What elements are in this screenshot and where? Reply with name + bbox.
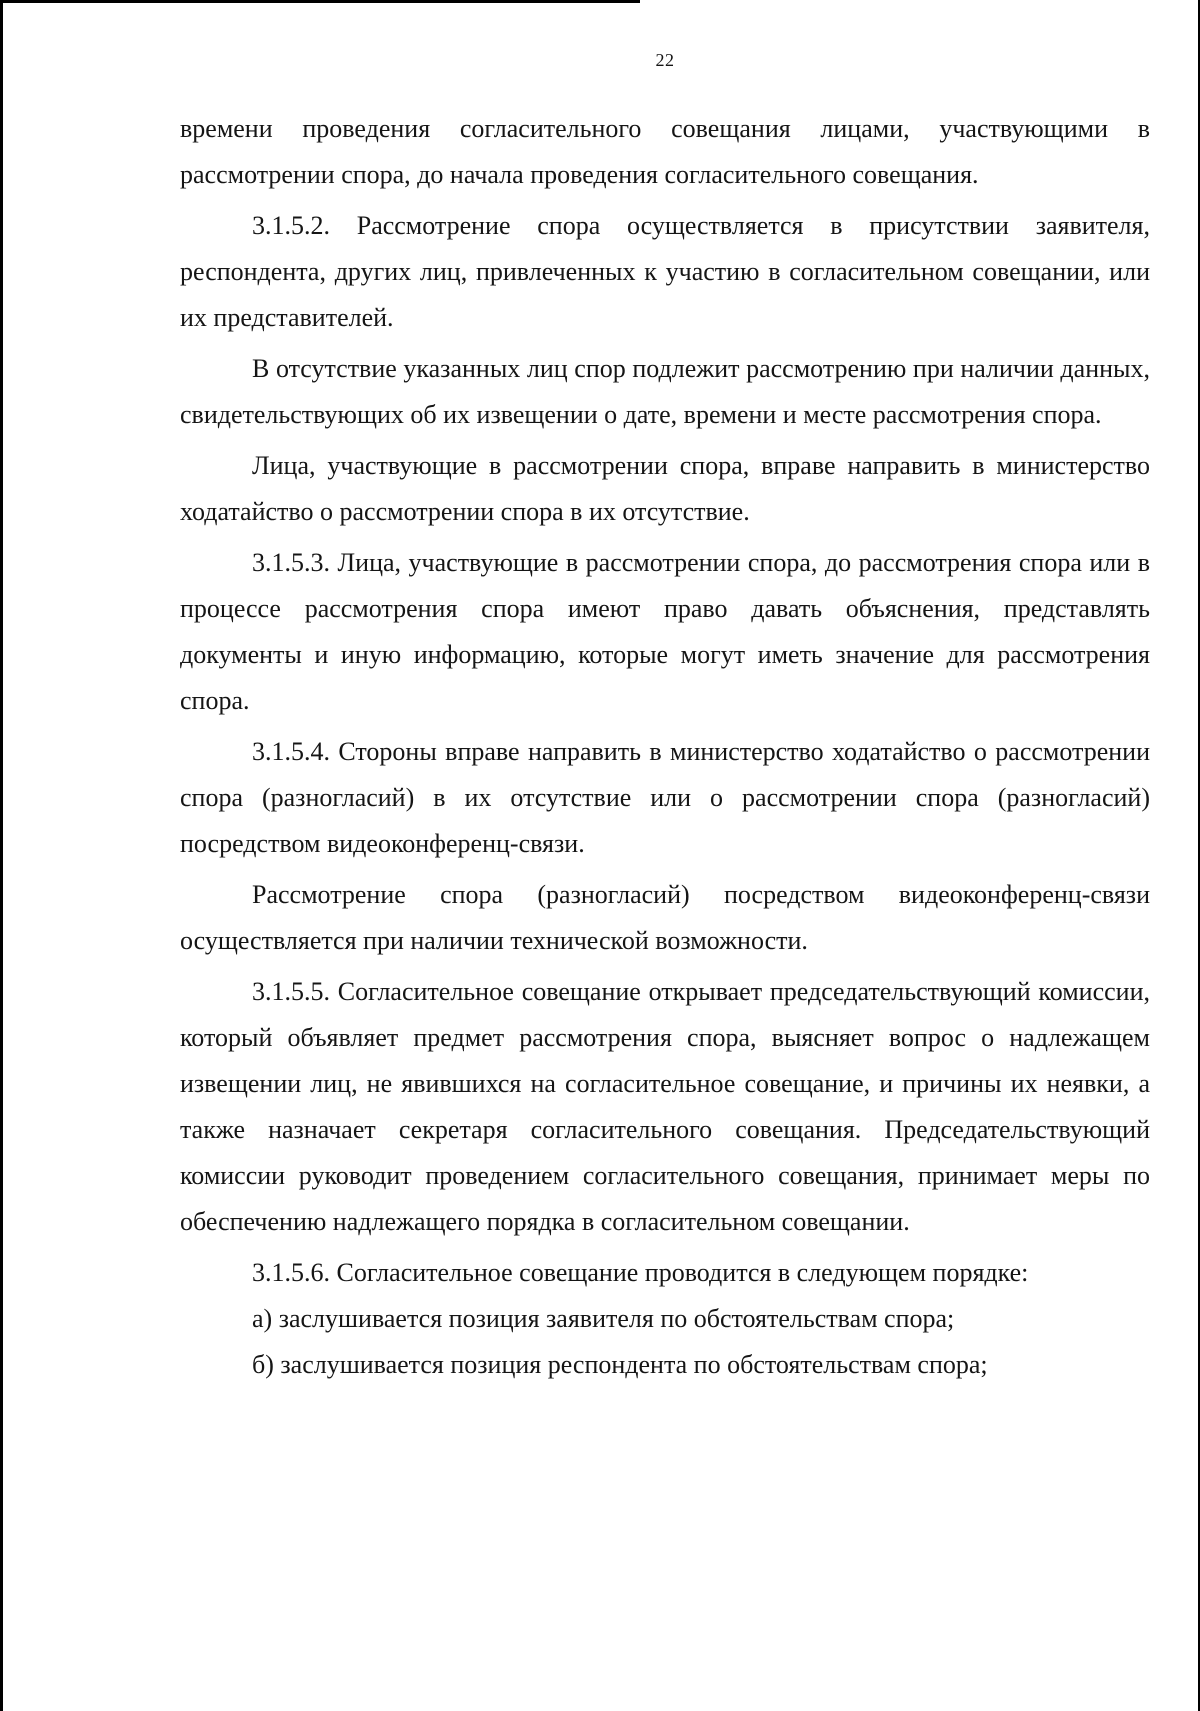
document-body	[180, 106, 1150, 1388]
scan-edge-left	[0, 0, 3, 1711]
paragraph-3-1-5-5: 3.1.5.5. Согласительное совещание открывает председательствующий комиссии, который объявляет предмет рассмотрения спора, выясняет вопрос о надлежащем извещении лиц, не явившихся на согласительное совещание, и причины их неявки, а также назначает секретаря согласительного совещания. Председательствующий комиссии руководит проведением согласительного совещания, принимает меры по обеспечению надлежащего порядка в согласительном совещании.	[180, 977, 1150, 1236]
paragraph-videoconference: Рассмотрение спора (разногласий) посредством видеоконференц-связи осуществляется при наличии технической возможности.	[180, 880, 1150, 955]
list-item-b: б) заслушивается позиция респондента по обстоятельствам спора;	[252, 1350, 988, 1379]
paragraph-petition-absence: Лица, участвующие в рассмотрении спора, вправе направить в министерство ходатайство о рассмотрении спора в их отсутствие.	[180, 451, 1150, 526]
paragraph-continuation: времени проведения согласительного совещания лицами, участвующими в рассмотрении спора, до начала проведения согласительного совещания.	[180, 114, 1150, 189]
paragraph-absence-of-parties: В отсутствие указанных лиц спор подлежит рассмотрению при наличии данных, свидетельствующих об их извещении о дате, времени и месте рассмотрения спора.	[180, 354, 1150, 429]
scan-edge-top	[0, 0, 640, 3]
paragraph-3-1-5-4: 3.1.5.4. Стороны вправе направить в министерство ходатайство о рассмотрении спора (разногласий) в их отсутствие или о рассмотрении спора (разногласий) посредством видеоконференц-связи.	[180, 737, 1150, 858]
paragraph-3-1-5-6: 3.1.5.6. Согласительное совещание проводится в следующем порядке:	[252, 1258, 1029, 1287]
paragraph-3-1-5-2: 3.1.5.2. Рассмотрение спора осуществляется в присутствии заявителя, респондента, других лиц, привлеченных к участию в согласительном совещании, или их представителей.	[180, 211, 1150, 332]
paragraph-3-1-5-3: 3.1.5.3. Лица, участвующие в рассмотрении спора, до рассмотрения спора или в процессе рассмотрения спора имеют право давать объяснения, представлять документы и иную информацию, которые могут иметь значение для рассмотрения спора.	[180, 548, 1150, 715]
list-item-a: а) заслушивается позиция заявителя по обстоятельствам спора;	[252, 1304, 955, 1333]
page-number: 22	[655, 50, 675, 70]
